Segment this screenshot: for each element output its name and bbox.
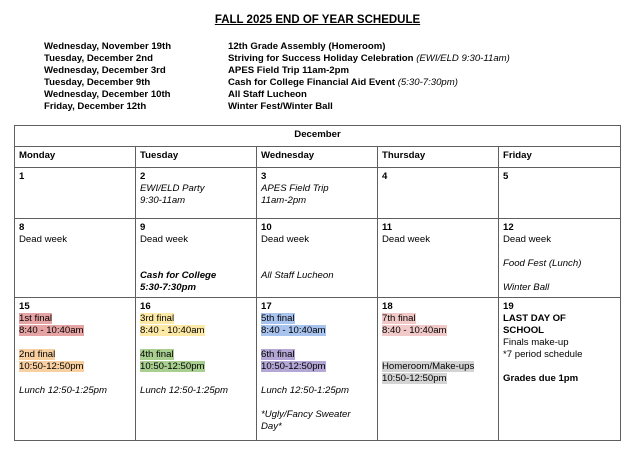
final-label: 5th final <box>261 313 295 324</box>
day-cell <box>136 298 257 441</box>
day-number: 12 <box>503 222 514 233</box>
grades-due: Grades due 1pm <box>503 373 579 384</box>
day-cell <box>378 219 499 298</box>
key-date-event: 12th Grade Assembly (Homeroom) <box>228 41 386 52</box>
day-cell <box>15 168 136 219</box>
day-note: Finals make-up <box>503 337 569 348</box>
day-number: 15 <box>19 301 30 312</box>
lunch-time: Lunch 12:50-1:25pm <box>261 385 350 396</box>
key-date: Tuesday, December 2nd <box>44 53 153 64</box>
day-event: All Staff Lucheon <box>261 270 334 281</box>
final-label: 6th final <box>261 349 295 360</box>
day-event-time: 9:30-11am <box>140 195 186 206</box>
day-event: Food Fest (Lunch) <box>503 258 582 269</box>
final-label: 1st final <box>19 313 53 324</box>
dow-friday: Friday <box>499 147 621 168</box>
key-date-row <box>44 89 510 101</box>
day-number: 8 <box>19 222 25 233</box>
last-day-heading: SCHOOL <box>503 325 545 336</box>
day-note: *Ugly/Fancy Sweater <box>261 409 351 420</box>
day-event: Cash for College <box>140 270 217 281</box>
day-number: 3 <box>261 171 267 182</box>
day-number: 18 <box>382 301 393 312</box>
key-date-row <box>44 41 510 53</box>
day-event-time: 5:30-7:30pm <box>140 282 196 293</box>
key-date-row <box>44 77 510 89</box>
day-cell <box>499 168 621 219</box>
day-number: 2 <box>140 171 146 182</box>
final-label: 7th final <box>382 313 416 324</box>
day-note: *7 period schedule <box>503 349 583 360</box>
last-day-heading: LAST DAY OF <box>503 313 566 324</box>
day-status: Dead week <box>382 234 430 245</box>
day-event: Winter Ball <box>503 282 550 293</box>
day-cell <box>257 298 378 441</box>
key-date-event: Winter Fest/Winter Ball <box>228 101 333 112</box>
day-event: EWI/ELD Party <box>140 183 205 194</box>
final-time: 8:40 - 10:40am <box>382 325 447 336</box>
dow-wednesday: Wednesday <box>257 147 378 168</box>
final-time: 10:50-12:50pm <box>140 361 205 372</box>
day-number: 4 <box>382 171 388 182</box>
key-date-row <box>44 65 510 77</box>
key-date: Friday, December 12th <box>44 101 147 112</box>
lunch-time: Lunch 12:50-1:25pm <box>19 385 108 396</box>
key-date-row <box>44 101 510 113</box>
day-cell <box>15 219 136 298</box>
day-cell <box>499 298 621 441</box>
day-number: 10 <box>261 222 272 233</box>
key-date: Tuesday, December 9th <box>44 77 151 88</box>
key-date: Wednesday, December 10th <box>44 89 171 100</box>
final-label: 3rd final <box>140 313 175 324</box>
final-time: 10:50-12:50pm <box>19 361 84 372</box>
final-time: 8:40 - 10:40am <box>140 325 205 336</box>
key-date-event: Striving for Success Holiday Celebration (EWI/ELD 9:30-11am) <box>228 53 510 64</box>
key-date-row <box>44 53 510 65</box>
key-date-event: All Staff Lucheon <box>228 89 307 100</box>
page-title: FALL 2025 END OF YEAR SCHEDULE <box>214 14 421 26</box>
day-cell <box>378 298 499 441</box>
day-status: Dead week <box>503 234 551 245</box>
december-calendar <box>14 125 621 441</box>
day-number: 9 <box>140 222 146 233</box>
day-number: 17 <box>261 301 272 312</box>
day-cell <box>257 168 378 219</box>
key-date-event: APES Field Trip 11am-2pm <box>228 65 350 76</box>
day-number: 11 <box>382 222 393 233</box>
homeroom-label: Homeroom/Make-ups <box>382 361 475 372</box>
key-date: Wednesday, December 3rd <box>44 65 166 76</box>
day-event: APES Field Trip <box>261 183 329 194</box>
day-cell <box>257 219 378 298</box>
day-status: Dead week <box>19 234 67 245</box>
day-status: Dead week <box>140 234 188 245</box>
day-cell <box>136 168 257 219</box>
dow-monday: Monday <box>15 147 136 168</box>
day-status: Dead week <box>261 234 309 245</box>
final-time: 8:40 - 10:40am <box>19 325 84 336</box>
homeroom-time: 10:50-12:50pm <box>382 373 447 384</box>
day-cell <box>378 168 499 219</box>
day-cell <box>499 219 621 298</box>
key-date: Wednesday, November 19th <box>44 41 172 52</box>
dow-tuesday: Tuesday <box>136 147 257 168</box>
day-event-time: 11am-2pm <box>261 195 307 206</box>
dow-thursday: Thursday <box>378 147 499 168</box>
key-dates-list <box>44 41 510 113</box>
final-time: 10:50-12:50pm <box>261 361 326 372</box>
day-note: Day* <box>261 421 282 432</box>
final-label: 2nd final <box>19 349 56 360</box>
month-header: December <box>15 126 621 147</box>
lunch-time: Lunch 12:50-1:25pm <box>140 385 229 396</box>
final-time: 8:40 - 10:40am <box>261 325 326 336</box>
day-cell <box>15 298 136 441</box>
day-cell <box>136 219 257 298</box>
final-label: 4th final <box>140 349 174 360</box>
day-number: 16 <box>140 301 151 312</box>
day-number: 19 <box>503 301 514 312</box>
day-number: 5 <box>503 171 509 182</box>
day-number: 1 <box>19 171 25 182</box>
key-date-event: Cash for College Financial Aid Event (5:30-7:30pm) <box>228 77 458 88</box>
